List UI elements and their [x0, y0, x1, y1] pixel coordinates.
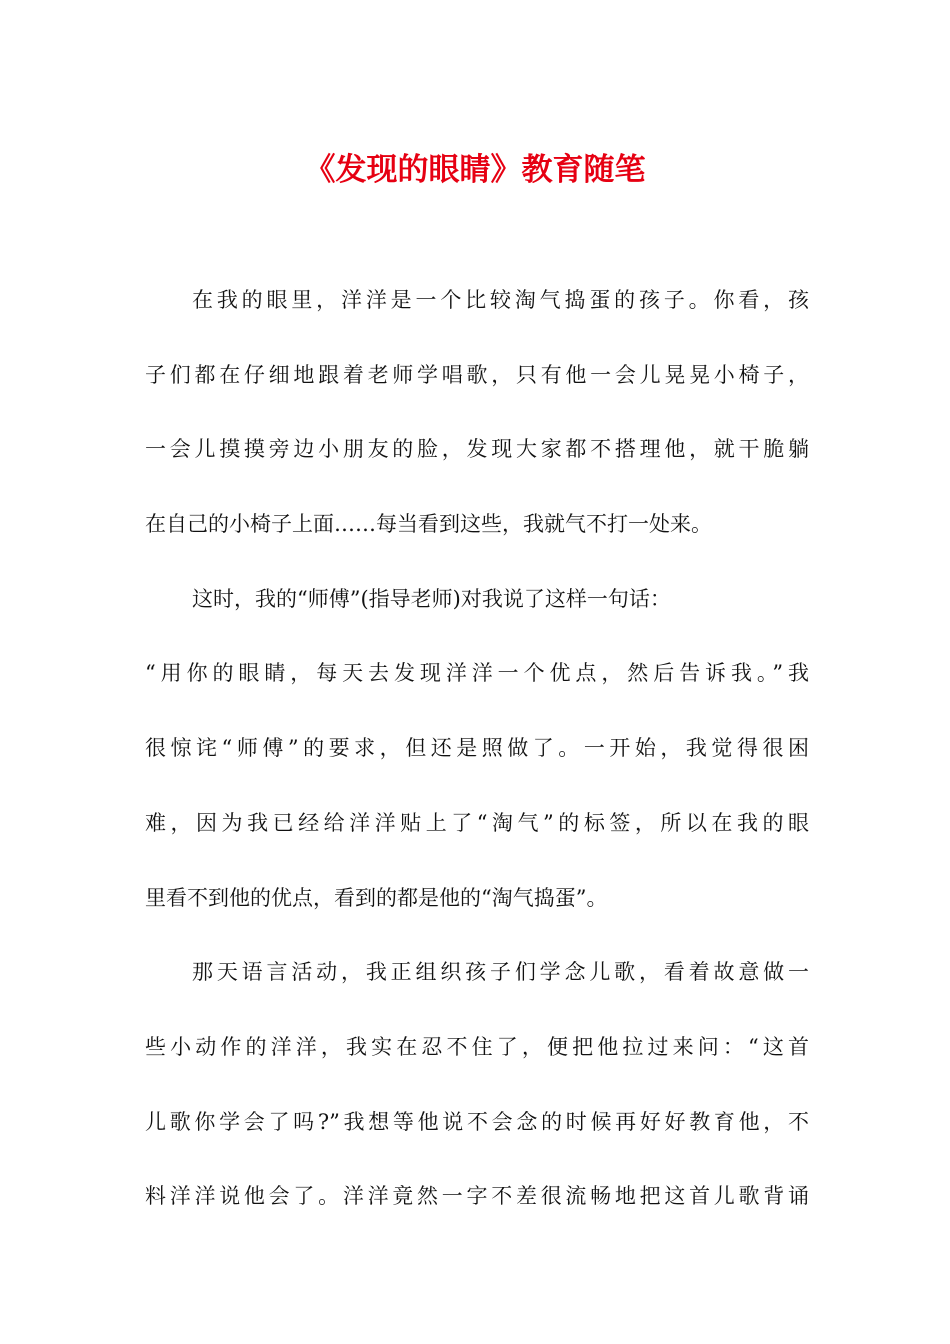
document-title: 《发现的眼睛》教育随笔: [304, 152, 646, 188]
paragraph-2-line-5: 里看不到他的优点，看到的都是他的“淘气捣蛋”。: [145, 885, 608, 910]
paragraph-3-line-1: 那天语言活动，我正组织孩子们学念儿歌，看着故意做一: [192, 960, 809, 985]
paragraph-3-line-3: 儿歌你学会了吗?”我想等他说不会念的时候再好好教育他，不: [145, 1109, 809, 1134]
paragraph-3-line-2: 些小动作的洋洋，我实在忍不住了，便把他拉过来问：“这首: [145, 1034, 809, 1059]
paragraph-2-line-1: 这时，我的“师傅”(指导老师)对我说了这样一句话：: [192, 586, 671, 611]
paragraph-1-line-2: 子们都在仔细地跟着老师学唱歌，只有他一会儿晃晃小椅子，: [145, 362, 809, 387]
paragraph-3-line-4: 料洋洋说他会了。洋洋竟然一字不差很流畅地把这首儿歌背诵: [145, 1184, 809, 1209]
paragraph-1-line-3: 一会儿摸摸旁边小朋友的脸，发现大家都不搭理他，就干脆躺: [145, 437, 809, 462]
paragraph-2-line-4: 难，因为我已经给洋洋贴上了“淘气”的标签，所以在我的眼: [145, 810, 809, 835]
paragraph-2-line-3: 很惊诧“师傅”的要求，但还是照做了。一开始，我觉得很困: [145, 736, 809, 761]
paragraph-1-line-1: 在我的眼里，洋洋是一个比较淘气捣蛋的孩子。你看，孩: [192, 288, 809, 312]
document-body: [145, 275, 809, 1246]
paragraph-1-line-4: 在自己的小椅子上面……每当看到这些，我就气不打一处来。: [145, 512, 712, 537]
paragraph-2-line-2: “用你的眼睛，每天去发现洋洋一个优点，然后告诉我。”我: [145, 661, 809, 686]
